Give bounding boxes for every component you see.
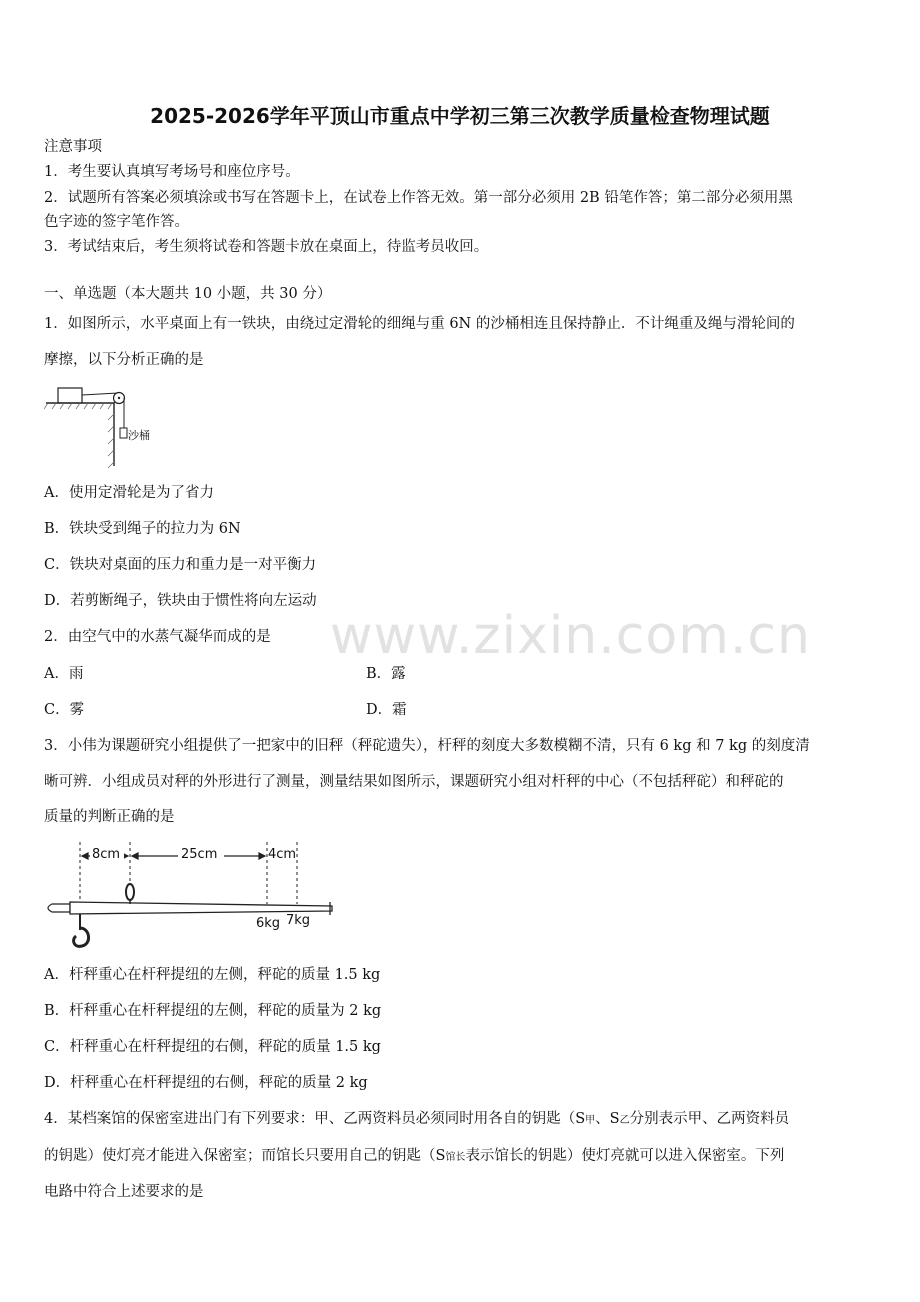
q3-option-d: D．杆秤重心在杆秤提纽的右侧，秤砣的质量 2 kg [44, 1075, 368, 1091]
q3-stem-line1: 3．小伟为课题研究小组提供了一把家中的旧秤（秤砣遗失），杆秤的刻度大多数模糊不清，只有 6 kg 和 7 kg 的刻度清 [44, 738, 810, 754]
q3-stem-line3: 质量的判断正确的是 [44, 809, 175, 825]
q2-option-c: C．雾 [44, 702, 85, 718]
q1-option-d: D．若剪断绳子，铁块由于惯性将向左运动 [44, 593, 317, 609]
q3-option-b: B．杆秤重心在杆秤提纽的左侧，秤砣的质量为 2 kg [44, 1003, 382, 1019]
q3-label-7kg: 7kg [286, 913, 311, 928]
section-heading: 一、单选题（本大题共 10 小题，共 30 分） [44, 286, 332, 302]
notice-item-1: 1．考生要认真填写考场号和座位序号。 [44, 164, 300, 180]
q1-option-a: A．使用定滑轮是为了省力 [44, 485, 214, 501]
q3-label-4cm: 4cm [268, 847, 297, 862]
q4-stem-line1: 4．某档案馆的保密室进出门有下列要求：甲、乙两资料员必须同时用各自的钥匙（S甲、S乙分别表示甲、乙两资料员 [44, 1111, 790, 1127]
q1-stem-line2: 摩擦，以下分析正确的是 [44, 352, 204, 368]
q1-stem-line1: 1．如图所示，水平桌面上有一铁块，由绕过定滑轮的细绳与重 6N 的沙桶相连且保持静止．不计绳重及绳与滑轮间的 [44, 316, 795, 332]
q3-label-8cm: 8cm [92, 847, 121, 862]
q2-option-b: B．露 [366, 666, 406, 682]
page-title: 2025-2026学年平顶山市重点中学初三第三次教学质量检查物理试题 [150, 104, 770, 128]
watermark: www.zixin.com.cn [330, 606, 811, 666]
q2-option-d: D．霜 [366, 702, 407, 718]
notice-item-2: 2．试题所有答案必须填涂或书写在答题卡上，在试卷上作答无效。第一部分必须用 2B 铅笔作答；第二部分必须用黑 [44, 190, 793, 206]
q3-stem-line2: 晰可辨．小组成员对秤的外形进行了测量，测量结果如图所示，课题研究小组对杆秤的中心（不包括秤砣）和秤砣的 [44, 774, 784, 790]
notice-heading: 注意事项 [44, 139, 102, 155]
q2-stem: 2．由空气中的水蒸气凝华而成的是 [44, 629, 271, 645]
q3-option-a: A．杆秤重心在杆秤提纽的左侧，秤砣的质量 1.5 kg [44, 967, 381, 983]
q4-stem-line3: 电路中符合上述要求的是 [44, 1184, 204, 1200]
q1-option-c: C．铁块对桌面的压力和重力是一对平衡力 [44, 557, 317, 573]
q1-figure-label: 沙桶 [128, 429, 150, 442]
q3-label-6kg: 6kg [256, 916, 281, 931]
q1-option-b: B．铁块受到绳子的拉力为 6N [44, 521, 241, 537]
q3-label-25cm: 25cm [181, 847, 218, 862]
q3-option-c: C．杆秤重心在杆秤提纽的右侧，秤砣的质量 1.5 kg [44, 1039, 381, 1055]
q2-option-a: A．雨 [44, 666, 84, 682]
notice-item-2-cont: 色字迹的签字笔作答。 [44, 214, 189, 230]
notice-item-3: 3．考试结束后，考生须将试卷和答题卡放在桌面上，待监考员收回。 [44, 239, 489, 255]
q4-stem-line2: 的钥匙）使灯亮才能进入保密室；而馆长只要用自己的钥匙（S馆长表示馆长的钥匙）使灯亮就可以进入保密室。下列 [44, 1148, 785, 1164]
